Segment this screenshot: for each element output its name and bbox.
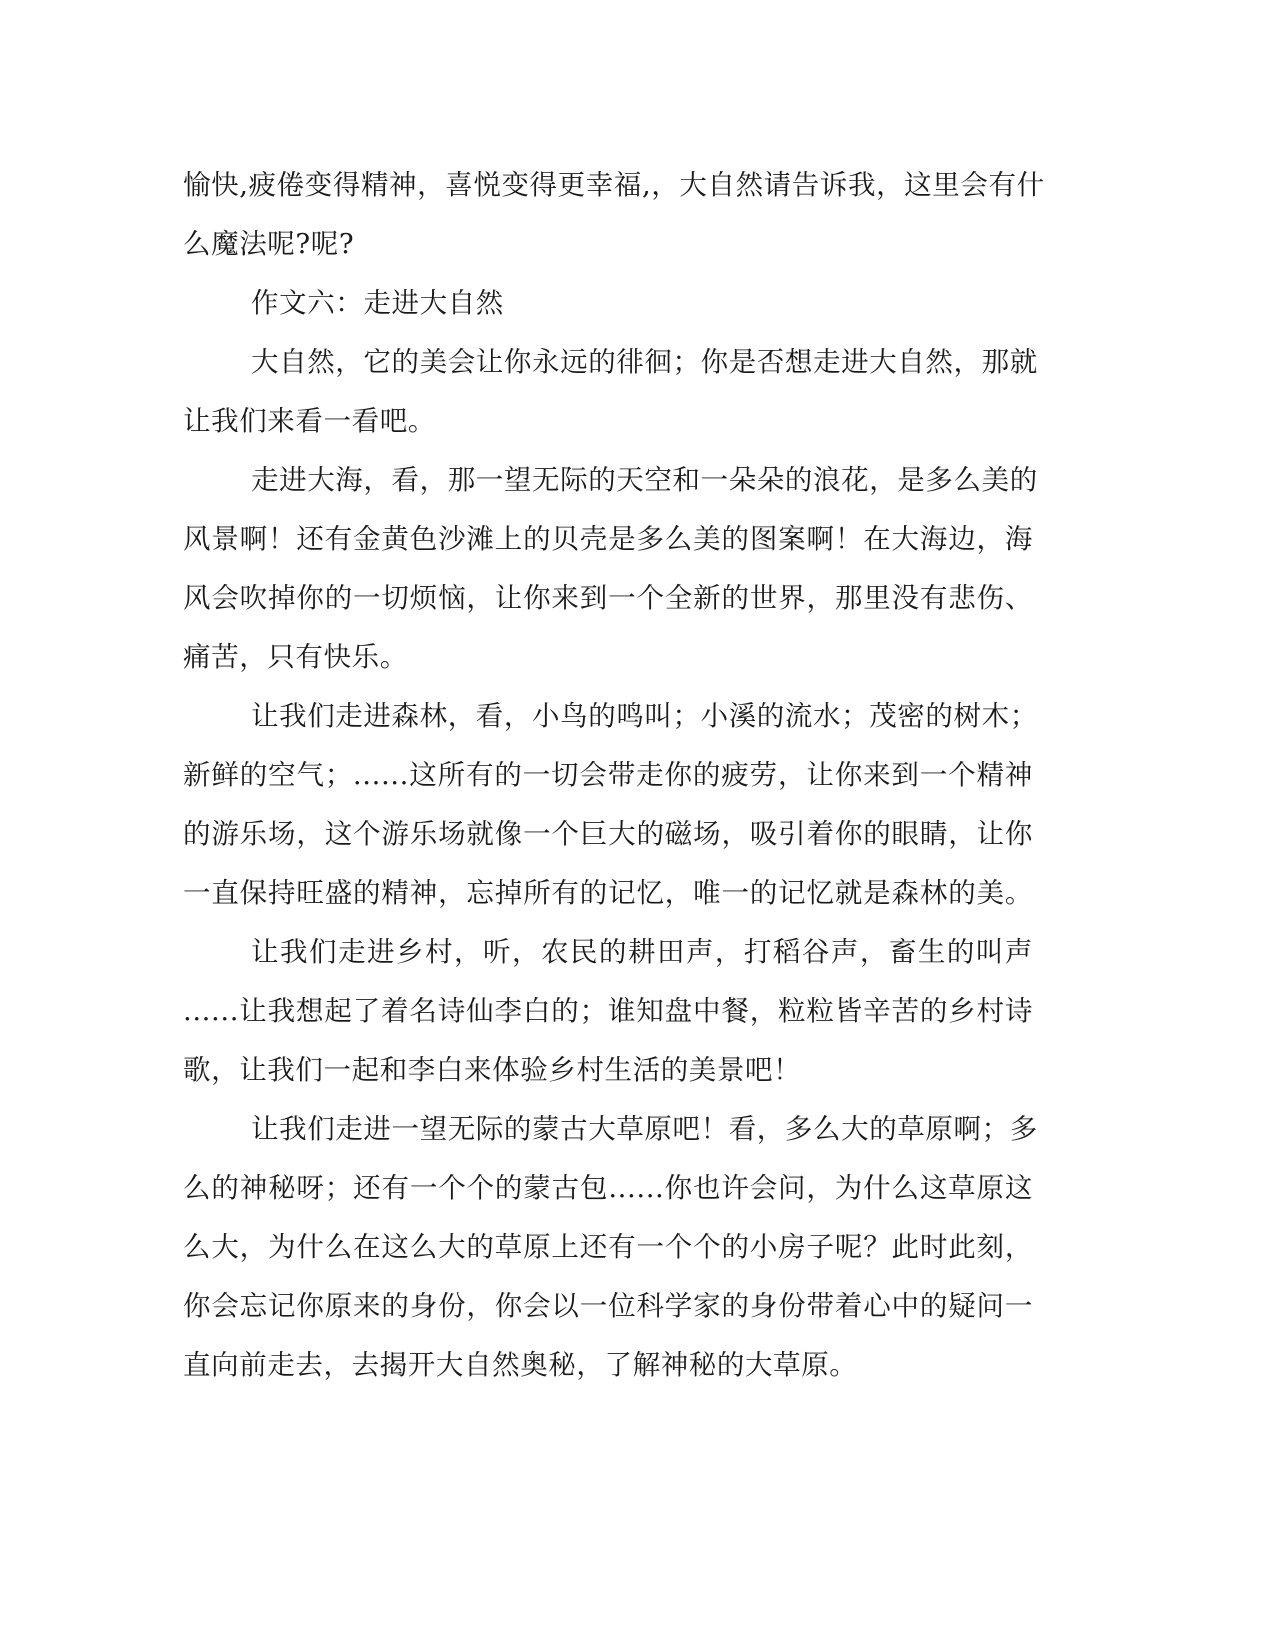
- text-line: 让我们走进森林，看，小鸟的鸣叫；小溪的流水；茂密的树木；: [251, 700, 1038, 732]
- text-line: 愉快,疲倦变得精神，喜悦变得更幸福,，大自然请告诉我，这里会有什: [183, 169, 1045, 201]
- text-line: 么魔法呢?呢?: [183, 228, 355, 260]
- essay-title: 作文六：走进大自然: [251, 287, 504, 319]
- text-line: 让我们走进一望无际的蒙古大草原吧！看，多么大的草原啊；多: [251, 1113, 1038, 1145]
- text-line: 新鲜的空气；......这所有的一切会带走你的疲劳，让你来到一个精神: [183, 759, 1033, 791]
- text-line: 歌，让我们一起和李白来体验乡村生活的美景吧！: [183, 1054, 802, 1086]
- text-line: 一直保持旺盛的精神，忘掉所有的记忆，唯一的记忆就是森林的美。: [183, 877, 1033, 909]
- text-line: 风会吹掉你的一切烦恼，让你来到一个全新的世界，那里没有悲伤、: [183, 582, 1033, 614]
- text-line: 的游乐场，这个游乐场就像一个巨大的磁场，吸引着你的眼睛，让你: [183, 818, 1033, 850]
- text-line: 么大，为什么在这么大的草原上还有一个个的小房子呢？此时此刻，: [183, 1231, 1033, 1263]
- text-line: 你会忘记你原来的身份，你会以一位科学家的身份带着心中的疑问一: [183, 1290, 1033, 1322]
- text-line: 么的神秘呀；还有一个个的蒙古包......你也许会问，为什么这草原这: [183, 1172, 1033, 1204]
- text-line: 走进大海，看，那一望无际的天空和一朵朵的浪花，是多么美的: [251, 464, 1038, 496]
- text-line: ......让我想起了着名诗仙李白的；谁知盘中餐，粒粒皆辛苦的乡村诗: [183, 995, 1033, 1027]
- essay-body: [183, 156, 1045, 1395]
- text-line: 让我们走进乡村，听，农民的耕田声，打稻谷声，畜生的叫声: [251, 936, 1033, 968]
- text-line: 让我们来看一看吧。: [183, 405, 436, 437]
- text-line: 风景啊！还有金黄色沙滩上的贝壳是多么美的图案啊！在大海边，海: [183, 523, 1033, 555]
- text-line: 大自然，它的美会让你永远的徘徊；你是否想走进大自然，那就: [251, 346, 1038, 378]
- text-line: 直向前走去，去揭开大自然奥秘，了解神秘的大草原。: [183, 1349, 858, 1381]
- text-line: 痛苦，只有快乐。: [183, 641, 408, 673]
